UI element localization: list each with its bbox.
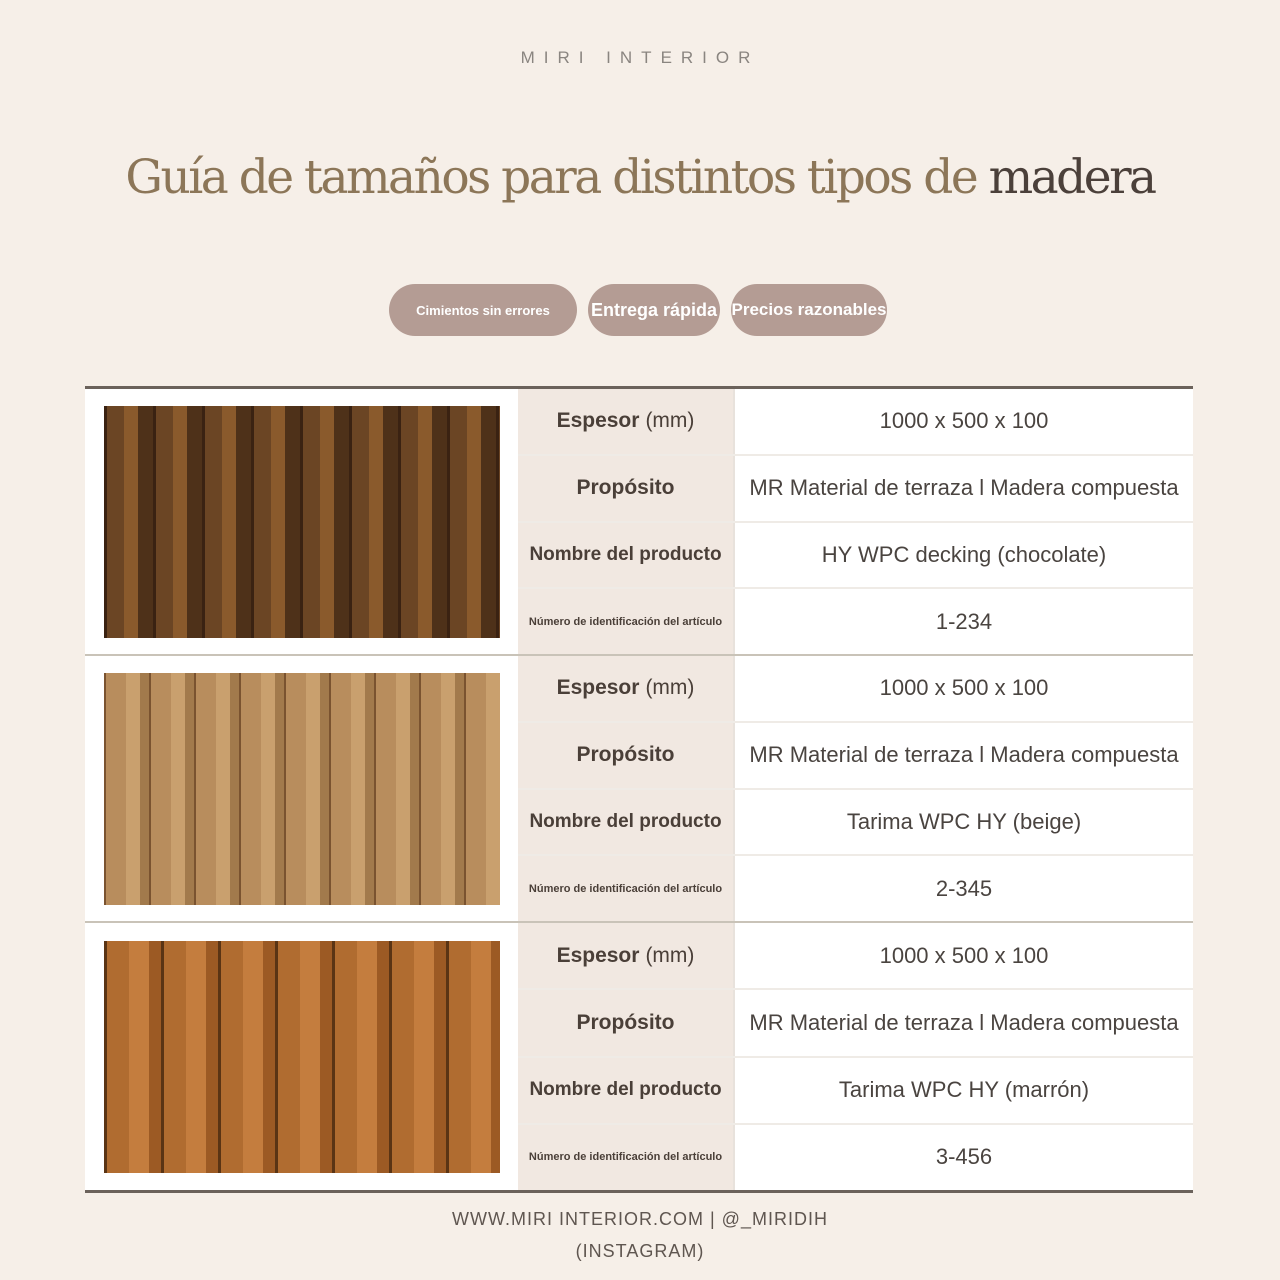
- table-row: [518, 923, 1193, 990]
- product-name-value: Tarima WPC HY (marrón): [733, 1058, 1193, 1123]
- thickness-label: [518, 389, 733, 454]
- item-id-value: 1-234: [733, 589, 1193, 654]
- pill-prices: Precios razonables: [731, 284, 887, 336]
- table-row: [518, 1058, 1193, 1125]
- title-main: Guía de tamaños para distintos tipos de: [125, 150, 989, 205]
- product-name-label: Nombre del producto: [518, 790, 733, 855]
- purpose-value: MR Material de terraza l Madera compuesta: [733, 990, 1193, 1055]
- thickness-value: 1000 x 500 x 100: [733, 656, 1193, 721]
- purpose-label: Propósito: [518, 990, 733, 1055]
- table-row: [518, 856, 1193, 921]
- label-text: Espesor: [556, 409, 640, 433]
- unit-text: (mm): [645, 409, 695, 433]
- table-row: [518, 389, 1193, 456]
- spec-columns: [518, 656, 1193, 921]
- thickness-label: [518, 923, 733, 988]
- product-section: [85, 656, 1193, 923]
- product-name-label: Nombre del producto: [518, 523, 733, 588]
- purpose-value: MR Material de terraza l Madera compuesta: [733, 723, 1193, 788]
- product-name-value: HY WPC decking (chocolate): [733, 523, 1193, 588]
- product-name-label: Nombre del producto: [518, 1058, 733, 1123]
- thickness-value: 1000 x 500 x 100: [733, 923, 1193, 988]
- purpose-value: MR Material de terraza l Madera compuesta: [733, 456, 1193, 521]
- wood-texture-image: [104, 673, 500, 905]
- table-row: [518, 1125, 1193, 1190]
- thickness-label: [518, 656, 733, 721]
- unit-text: (mm): [645, 676, 695, 700]
- product-section: [85, 923, 1193, 1190]
- feature-pills: [389, 284, 887, 336]
- product-section: [85, 389, 1193, 656]
- label-text: Espesor: [556, 943, 640, 967]
- thickness-value: 1000 x 500 x 100: [733, 389, 1193, 454]
- table-row: [518, 456, 1193, 523]
- page-title: [0, 150, 1280, 205]
- spec-columns: [518, 923, 1193, 1190]
- image-cell: [85, 656, 518, 921]
- spec-columns: [518, 389, 1193, 654]
- table-row: [518, 790, 1193, 857]
- table-row: [518, 990, 1193, 1057]
- product-name-value: Tarima WPC HY (beige): [733, 790, 1193, 855]
- table-row: [518, 656, 1193, 723]
- image-cell: [85, 389, 518, 654]
- purpose-label: Propósito: [518, 456, 733, 521]
- item-id-label: Número de identificación del artículo: [518, 589, 733, 654]
- table-row: [518, 523, 1193, 590]
- label-text: Espesor: [556, 676, 640, 700]
- table-row: [518, 589, 1193, 654]
- footer-contact: WWW.MIRI INTERIOR.COM | @_MIRIDIH (INSTAGRAM): [452, 1209, 828, 1261]
- item-id-label: Número de identificación del artículo: [518, 856, 733, 921]
- pill-delivery: Entrega rápida: [588, 284, 720, 336]
- item-id-value: 2-345: [733, 856, 1193, 921]
- table-row: [518, 723, 1193, 790]
- title-highlight: madera: [988, 150, 1155, 205]
- wood-texture-image: [104, 406, 500, 638]
- product-table: [85, 386, 1193, 1193]
- unit-text: (mm): [645, 943, 695, 967]
- image-cell: [85, 923, 518, 1190]
- purpose-label: Propósito: [518, 723, 733, 788]
- wood-texture-image: [104, 941, 500, 1173]
- item-id-label: Número de identificación del artículo: [518, 1125, 733, 1190]
- brand-name: MIRI INTERIOR: [520, 48, 760, 67]
- pill-foundation: Cimientos sin errores: [389, 284, 577, 336]
- item-id-value: 3-456: [733, 1125, 1193, 1190]
